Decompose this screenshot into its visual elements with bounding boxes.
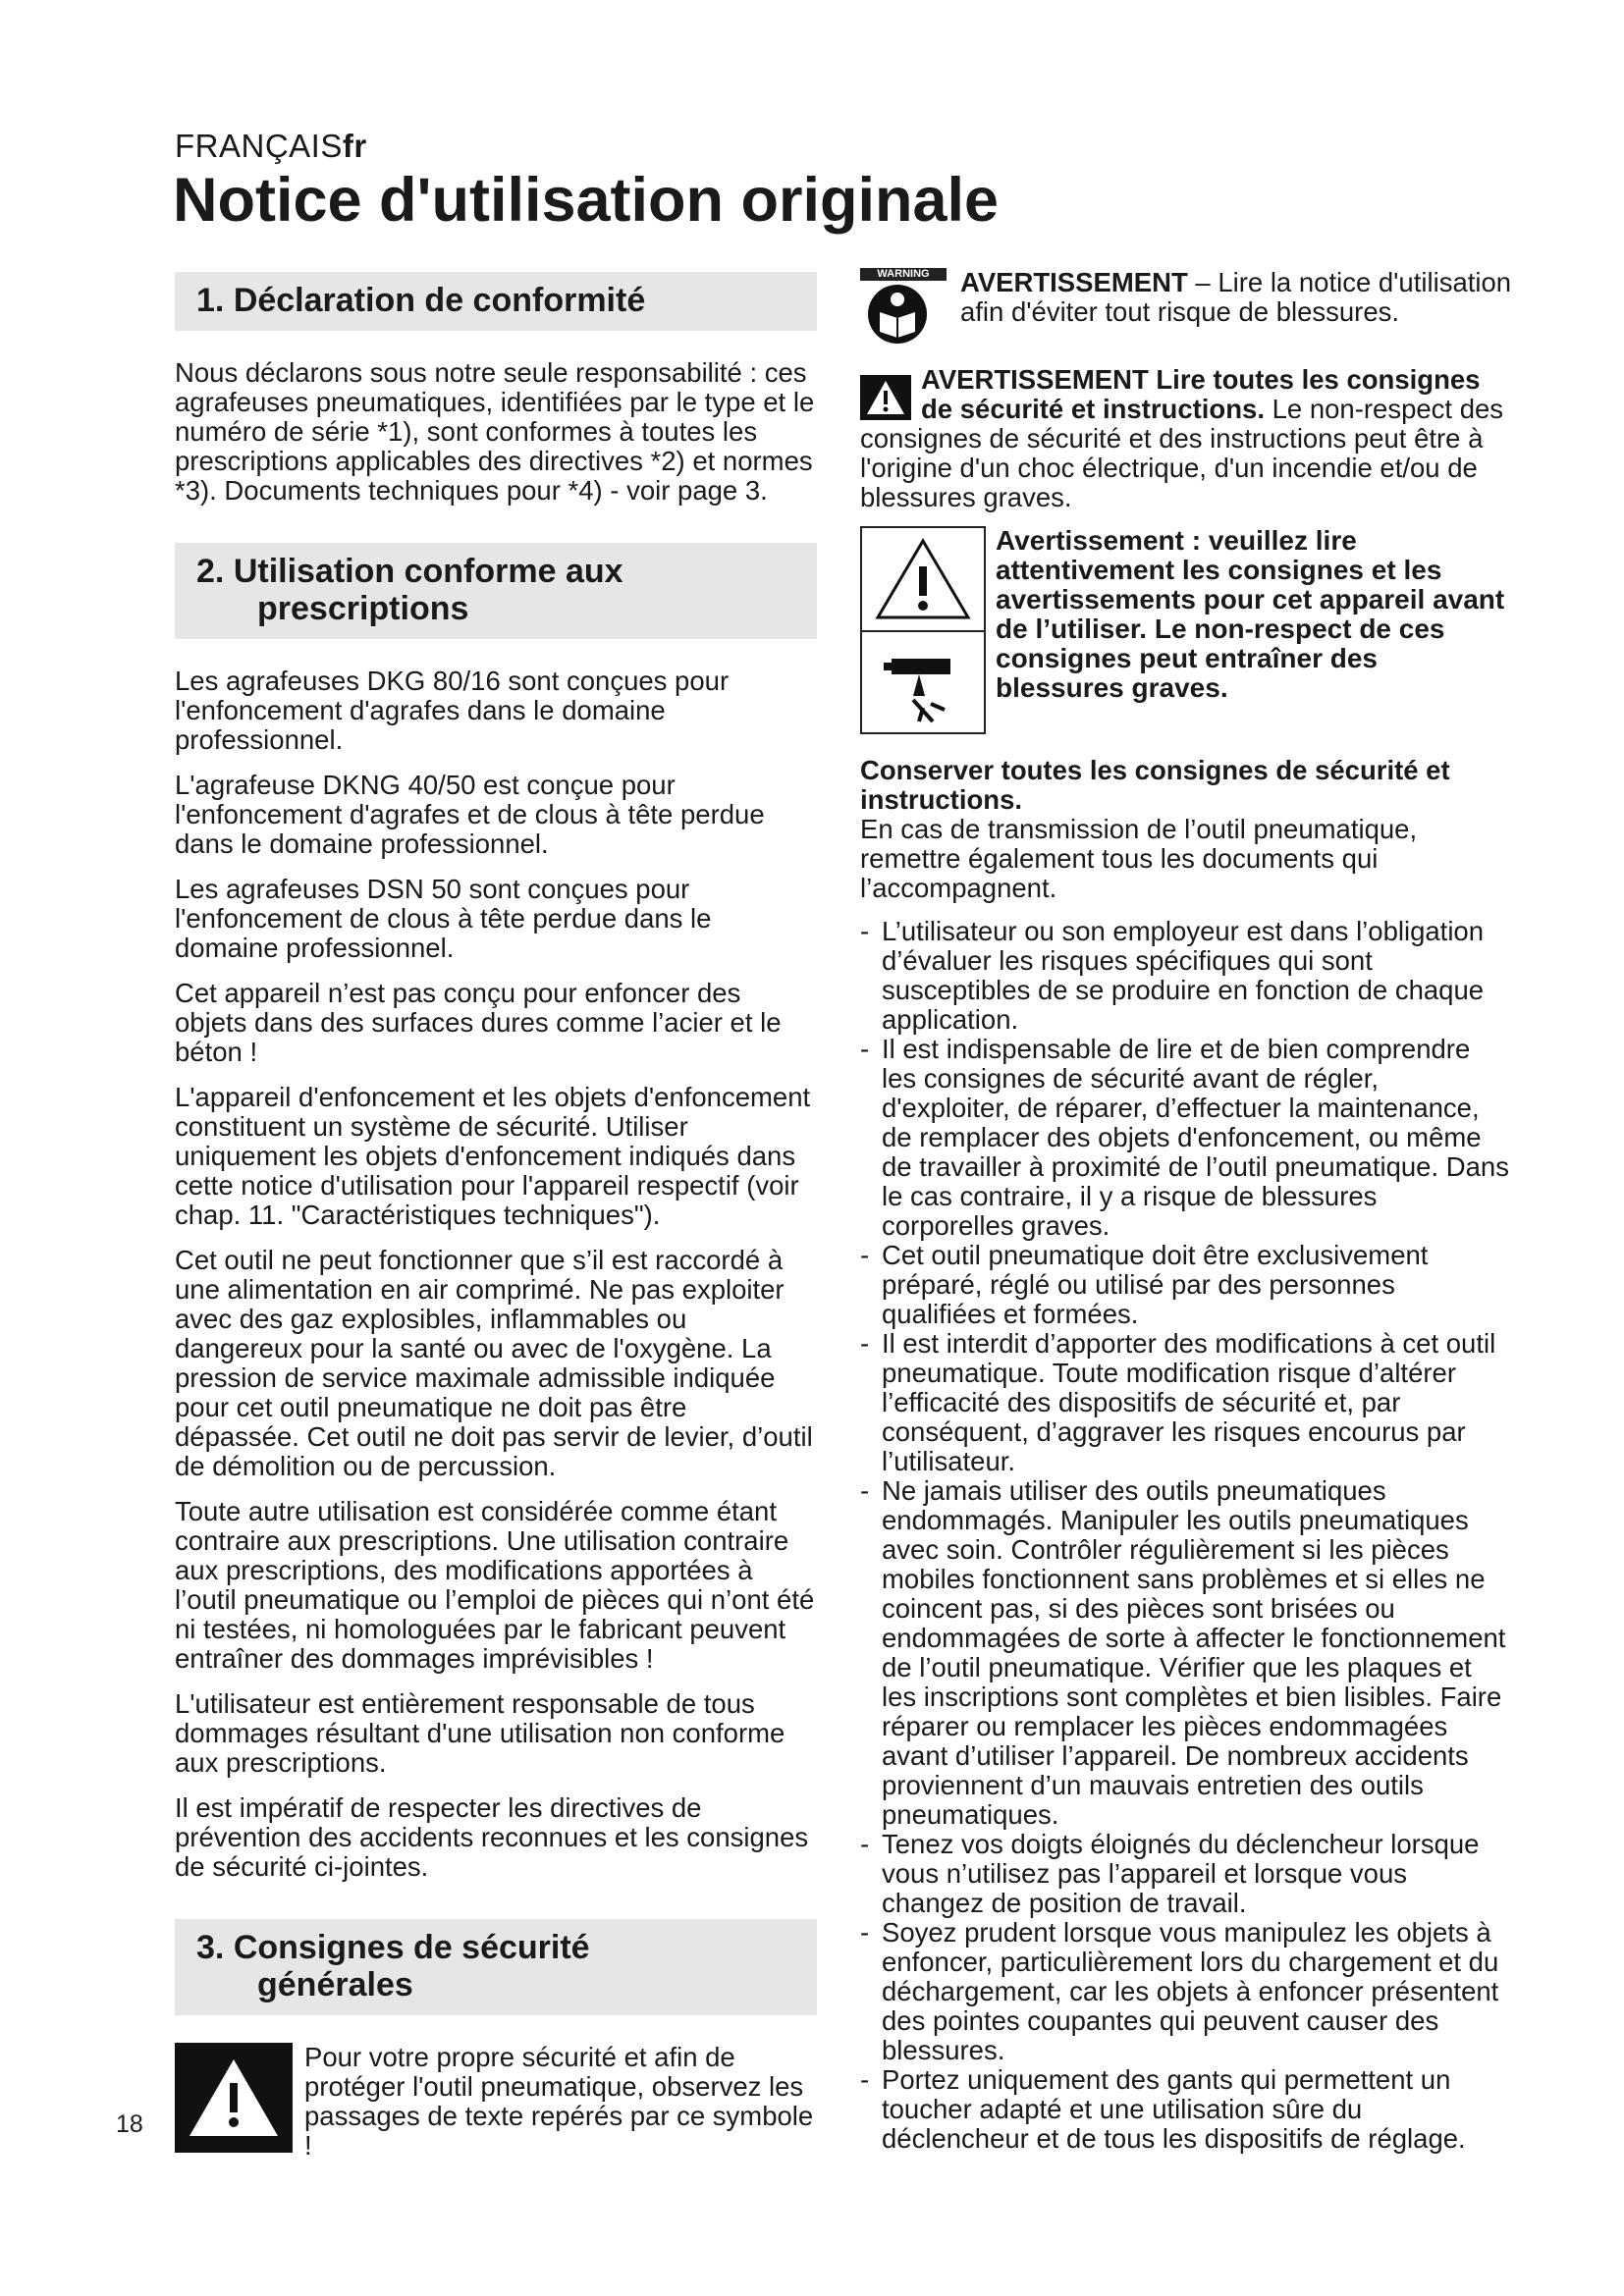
- language-code: fr: [342, 128, 367, 164]
- right-column: [860, 268, 1512, 2154]
- list-item: - Il est indispensable de lire et de bien comprendre les consignes de sécurité avant de régler, d'exploiter, de réparer, d’effectuer la maintenance, de remplacer des objets d'enfoncement, ou même de travailler à proximité de l’outil pneumatique. Dans le cas contraire, il y a risque de blessures corporelles graves.: [860, 1035, 1512, 1241]
- paragraph: Nous déclarons sous notre seule responsabilité : ces agrafeuses pneumatiques, identifiées par le type et le numéro de série *1), sont conformes à toutes les prescriptions applicables des directives *2) et normes *3). Documents techniques pour *4) - voir page 3.: [175, 357, 815, 506]
- safety-bullet-list: [860, 917, 1512, 2154]
- paragraph: Il est impératif de respecter les directives de prévention des accidents reconnues et les consignes de sécurité ci-jointes.: [175, 1792, 809, 1882]
- read-manual-icon: [866, 283, 929, 346]
- nail-gun-icon: [862, 632, 984, 734]
- warning-triangle-outline-icon: [862, 528, 984, 632]
- safety-symbol-text: Pour votre propre sécurité et afin de protéger l'outil pneumatique, observez les passages de texte repérés par ce symbole !: [304, 2042, 814, 2161]
- list-item: - Cet outil pneumatique doit être exclusivement préparé, réglé ou utilisé par des personnes qualifiées et formées.: [860, 1241, 1512, 1329]
- left-column: [175, 272, 817, 2161]
- language-name: FRANÇAIS: [175, 128, 343, 164]
- warning-read-all-instructions: AVERTISSEMENT Lire toutes les consignes de sécurité et instructions. Le non-respect des consignes de sécurité et des instructions peut être à l'origine d'un choc électrique, d'un incendie et/ou de blessures graves.: [860, 364, 1504, 512]
- read-manual-pictogram: [860, 268, 950, 351]
- paragraph: L'utilisateur est entièrement responsable de tous dommages résultant d'une utilisation non conforme aux prescriptions.: [175, 1688, 785, 1778]
- paragraph: Les agrafeuses DKG 80/16 sont conçues pour l'enfoncement d'agrafes dans le domaine professionnel.: [175, 666, 730, 755]
- section-3-heading: 3. Consignes de sécurité générales: [175, 1919, 817, 2015]
- keep-instructions-note: Conserver toutes les consignes de sécurité et instructions. En cas de transmission de l’outil pneumatique, remettre également tous les documents qui l’accompagnent.: [860, 755, 1450, 903]
- list-item: - Ne jamais utiliser des outils pneumatiques endommagés. Manipuler les outils pneumatiques avec soin. Contrôler régulièrement si les pièces mobiles fonctionnent sans problèmes et si elles ne coincent pas, si des pièces sont brisées ou endommagées de sorte à affecter le fonctionnement de l’outil pneumatique. Vérifier que les plaques et les inscriptions sont complètes et bien lisibles. Faire réparer ou remplacer les pièces endommagées avant d’utiliser l’appareil. De nombreux accidents proviennent d’un mauvais entretien des outils pneumatiques.: [860, 1476, 1512, 1830]
- warning-pictogram: [860, 526, 986, 734]
- section-2-heading: 2. Utilisation conforme aux prescriptions: [175, 543, 817, 639]
- safety-symbol-note: [175, 2043, 817, 2161]
- paragraph: L'agrafeuse DKNG 40/50 est conçue pour l'enfoncement d'agrafes et de clous à tête perdue dans le domaine professionnel.: [175, 770, 765, 859]
- list-item: - Tenez vos doigts éloignés du déclencheur lorsque vous n’utilisez pas l’appareil et lorsque vous changez de position de travail.: [860, 1830, 1512, 1918]
- paragraph: Les agrafeuses DSN 50 sont conçues pour l'enfoncement de clous à tête perdue dans le domaine professionnel.: [175, 874, 712, 963]
- paragraph: Cet outil ne peut fonctionner que s’il est raccordé à une alimentation en air comprimé. Ne pas exploiter avec des gaz explosibles, inflammables ou dangereux pour la santé ou avec de l'oxygène. La pression de service maximale admissible indiquée pour cet outil pneumatique ne doit pas être dépassée. Cet outil ne doit pas servir de levier, d’outil de démolition ou de percussion.: [175, 1245, 813, 1481]
- page-title: Notice d'utilisation originale: [173, 166, 1000, 235]
- warning-triangle-icon: [175, 2043, 293, 2153]
- list-item: - Il est interdit d’apporter des modifications à cet outil pneumatique. Toute modification risque d’altérer l’efficacité des dispositifs de sécurité et, par conséquent, d’aggraver les risques encourus par l’utilisateur.: [860, 1329, 1512, 1476]
- page-number: 18: [116, 2110, 143, 2138]
- list-item: - Soyez prudent lorsque vous manipulez les objets à enfoncer, particulièrement lors du chargement et du déchargement, car les objets à enfoncer présentent des pointes coupantes qui peuvent causer des blessures.: [860, 1918, 1512, 2065]
- list-item: - Portez uniquement des gants qui permettent un toucher adapté et une utilisation sûre du déclencheur et de tous les dispositifs de réglage.: [860, 2065, 1512, 2154]
- warning-triangle-icon: [860, 375, 911, 420]
- paragraph: L'appareil d'enfoncement et les objets d'enfoncement constituent un système de sécurité. Utiliser uniquement les objets d'enfoncement indiqués dans cette notice d'utilisation pour l'appareil respectif (voir chap. 11. "Caractéristiques techniques").: [175, 1082, 811, 1230]
- warning-tag: WARNING: [860, 268, 947, 281]
- paragraph: Toute autre utilisation est considérée comme étant contraire aux prescriptions. Une utilisation contraire aux prescriptions, des modifications apportées à l’outil pneumatique ou l’emploi de pièces qui n’ont été ni testées, ni homologuées par le fabricant peuvent entraîner des dommages imprévisibles !: [175, 1496, 815, 1674]
- paragraph: Cet appareil n’est pas conçu pour enfoncer des objets dans des surfaces dures comme l’acier et le béton !: [175, 978, 782, 1067]
- language-label: [175, 128, 367, 165]
- warning-read-before-use: Avertissement : veuillez lire attentivement les consignes et les avertissements pour cet appareil avant de l’utiliser. Le non-respect de ces consignes peut entraîner des blessures graves.: [860, 526, 1512, 734]
- warning-read-manual: WARNING AVERTISSEMENT – Lire la notice d'utilisation afin d'éviter tout risque de blessures.: [860, 268, 1512, 351]
- list-item: - L’utilisateur ou son employeur est dans l’obligation d’évaluer les risques spécifiques qui sont susceptibles de se produire en fonction de chaque application.: [860, 917, 1512, 1035]
- section-1-heading: 1. Déclaration de conformité: [175, 272, 817, 331]
